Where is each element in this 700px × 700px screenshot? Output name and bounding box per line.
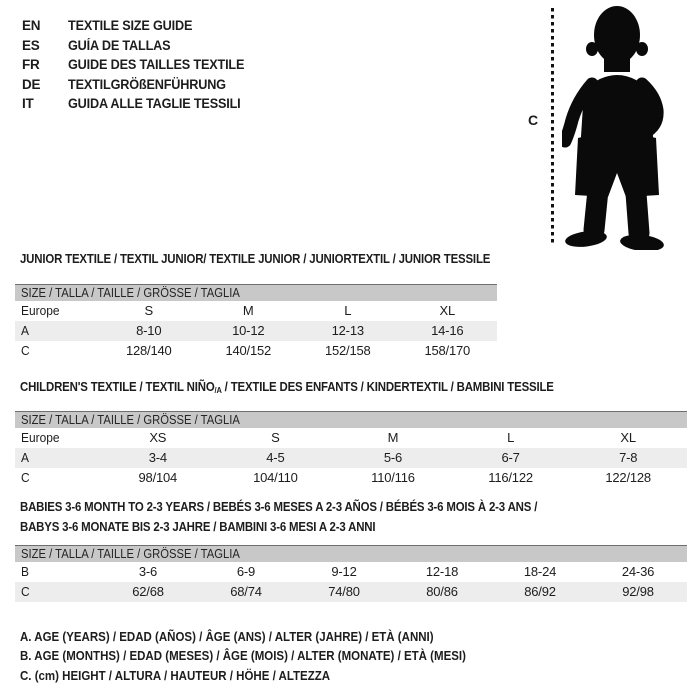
lang-title: TEXTILGRÖßENFÜHRUNG xyxy=(68,76,226,92)
height-cell: 116/122 xyxy=(488,470,533,485)
row-label: C xyxy=(21,343,30,358)
lang-title: TEXTILE SIZE GUIDE xyxy=(68,18,193,33)
age-cell: 10-12 xyxy=(232,323,265,338)
lang-code: EN xyxy=(22,18,41,33)
size-cell: L xyxy=(344,303,352,318)
age-cell: 4-5 xyxy=(266,450,285,465)
size-cell: S xyxy=(271,430,280,445)
height-cell: 128/140 xyxy=(125,343,172,358)
toddler-silhouette-icon xyxy=(562,2,700,250)
row-label: A xyxy=(21,323,29,338)
size-table-header-text: SIZE / TALLA / TAILLE / GRÖSSE / TAGLIA xyxy=(21,413,240,427)
age-cell: 14-16 xyxy=(431,323,464,338)
legend xyxy=(20,628,505,686)
row-label: C xyxy=(21,470,30,485)
children-section-title xyxy=(20,379,627,395)
height-cell: 62/68 xyxy=(132,584,164,599)
table-row xyxy=(15,562,687,582)
lang-row-es xyxy=(22,36,256,56)
lang-row-de xyxy=(22,75,256,95)
junior-section-title-text: JUNIOR TEXTILE / TEXTIL JUNIOR/ TEXTILE JUNIOR / JUNIORTEXTIL / JUNIOR TESSILE xyxy=(20,251,491,266)
height-cell: 122/128 xyxy=(605,470,651,485)
size-cell: M xyxy=(387,430,399,445)
height-cell: 140/152 xyxy=(225,343,272,358)
lang-code: FR xyxy=(22,57,40,73)
row-label: C xyxy=(21,584,30,599)
height-cell: 86/92 xyxy=(524,584,556,599)
legend-text-b: B. AGE (MONTHS) / EDAD (MESES) / ÂGE (MOIS) / ALTER (MONATE) / ETÀ (MESI) xyxy=(20,649,466,664)
legend-text-c: C. (cm) HEIGHT / ALTURA / HAUTEUR / HÖHE / ALTEZZA xyxy=(20,668,331,683)
lang-title: GUIDE DES TAILLES TEXTILE xyxy=(68,57,245,73)
size-cell: XS xyxy=(149,430,167,445)
junior-section-title xyxy=(20,251,554,266)
age-cell: 6-7 xyxy=(501,450,520,465)
months-cell: 18-24 xyxy=(523,564,557,579)
lang-code: DE xyxy=(22,76,41,92)
language-title-list xyxy=(22,16,256,114)
children-size-table xyxy=(15,411,687,488)
age-cell: 8-10 xyxy=(136,323,162,338)
babies-size-table xyxy=(15,545,687,602)
lang-code: IT xyxy=(22,96,34,112)
row-label: Europe xyxy=(21,303,60,318)
size-cell: M xyxy=(242,303,254,318)
row-label: B xyxy=(21,564,29,579)
months-cell: 6-9 xyxy=(236,564,256,579)
months-cell: 3-6 xyxy=(138,564,158,579)
height-cell: 158/170 xyxy=(424,343,471,358)
height-cell: 80/86 xyxy=(426,584,458,599)
lang-row-en xyxy=(22,16,256,36)
title-part: / TEXTILE DES ENFANTS / KINDERTEXTIL / BAMBINI TESSILE xyxy=(221,379,554,394)
size-cell: XL xyxy=(439,303,455,318)
table-row xyxy=(15,341,497,361)
table-row xyxy=(15,448,687,468)
months-cell: 24-36 xyxy=(621,564,655,579)
age-cell: 3-4 xyxy=(148,450,167,465)
table-row xyxy=(15,321,497,341)
size-table-header xyxy=(15,545,687,562)
legend-line-a xyxy=(20,628,505,647)
babies-section-title-line2 xyxy=(20,519,424,534)
size-cell: L xyxy=(507,430,515,445)
row-label: Europe xyxy=(21,430,60,445)
size-table-header xyxy=(15,284,497,301)
babies-title-text-1: BABIES 3-6 MONTH TO 2-3 YEARS / BEBÉS 3-6 MESES A 2-3 AÑOS / BÉBÉS 3-6 MOIS À 2-3 ANS / xyxy=(20,499,538,514)
lang-code: ES xyxy=(22,37,40,53)
height-cell: 110/116 xyxy=(371,470,415,485)
size-table-header xyxy=(15,411,687,428)
table-row xyxy=(15,301,497,321)
age-cell: 5-6 xyxy=(383,450,403,465)
age-cell: 7-8 xyxy=(619,450,638,465)
size-cell: XL xyxy=(620,430,636,445)
age-cell: 12-13 xyxy=(331,323,364,338)
children-section-title-text xyxy=(20,379,554,395)
height-cell: 104/110 xyxy=(253,470,298,485)
title-part: CHILDREN'S TEXTILE / TEXTIL NIÑO xyxy=(20,379,215,394)
height-cell: 152/158 xyxy=(324,343,371,358)
title-subscript: /A xyxy=(214,385,222,395)
legend-text-a: A. AGE (YEARS) / EDAD (AÑOS) / ÂGE (ANS) / ALTER (JAHRE) / ETÀ (ANNI) xyxy=(20,630,434,644)
babies-title-text-2: BABYS 3-6 MONATE BIS 2-3 JAHRE / BAMBINI 3-6 MESI A 2-3 ANNI xyxy=(20,519,376,534)
legend-line-b xyxy=(20,647,505,666)
table-row xyxy=(15,468,687,488)
months-cell: 12-18 xyxy=(425,564,459,579)
height-cell: 74/80 xyxy=(328,584,360,599)
babies-section-title-line1 xyxy=(20,499,608,514)
table-row xyxy=(15,428,687,448)
legend-line-c xyxy=(20,667,505,686)
lang-row-fr xyxy=(22,55,256,75)
height-cell: 92/98 xyxy=(622,584,654,599)
size-table-header-text: SIZE / TALLA / TAILLE / GRÖSSE / TAGLIA xyxy=(21,286,240,300)
height-cell: 98/104 xyxy=(138,470,178,485)
size-table-header-text: SIZE / TALLA / TAILLE / GRÖSSE / TAGLIA xyxy=(21,547,240,561)
table-row xyxy=(15,582,687,602)
lang-row-it xyxy=(22,94,256,114)
junior-size-table xyxy=(15,284,497,361)
height-measure-label: C xyxy=(528,112,539,128)
lang-title: GUIDA ALLE TAGLIE TESSILI xyxy=(68,96,241,112)
height-measure-dashed-line xyxy=(551,8,554,246)
row-label: A xyxy=(21,450,29,465)
height-cell: 68/74 xyxy=(230,584,262,599)
months-cell: 9-12 xyxy=(331,564,357,579)
lang-title: GUÍA DE TALLAS xyxy=(68,37,171,53)
size-cell: S xyxy=(144,303,153,318)
